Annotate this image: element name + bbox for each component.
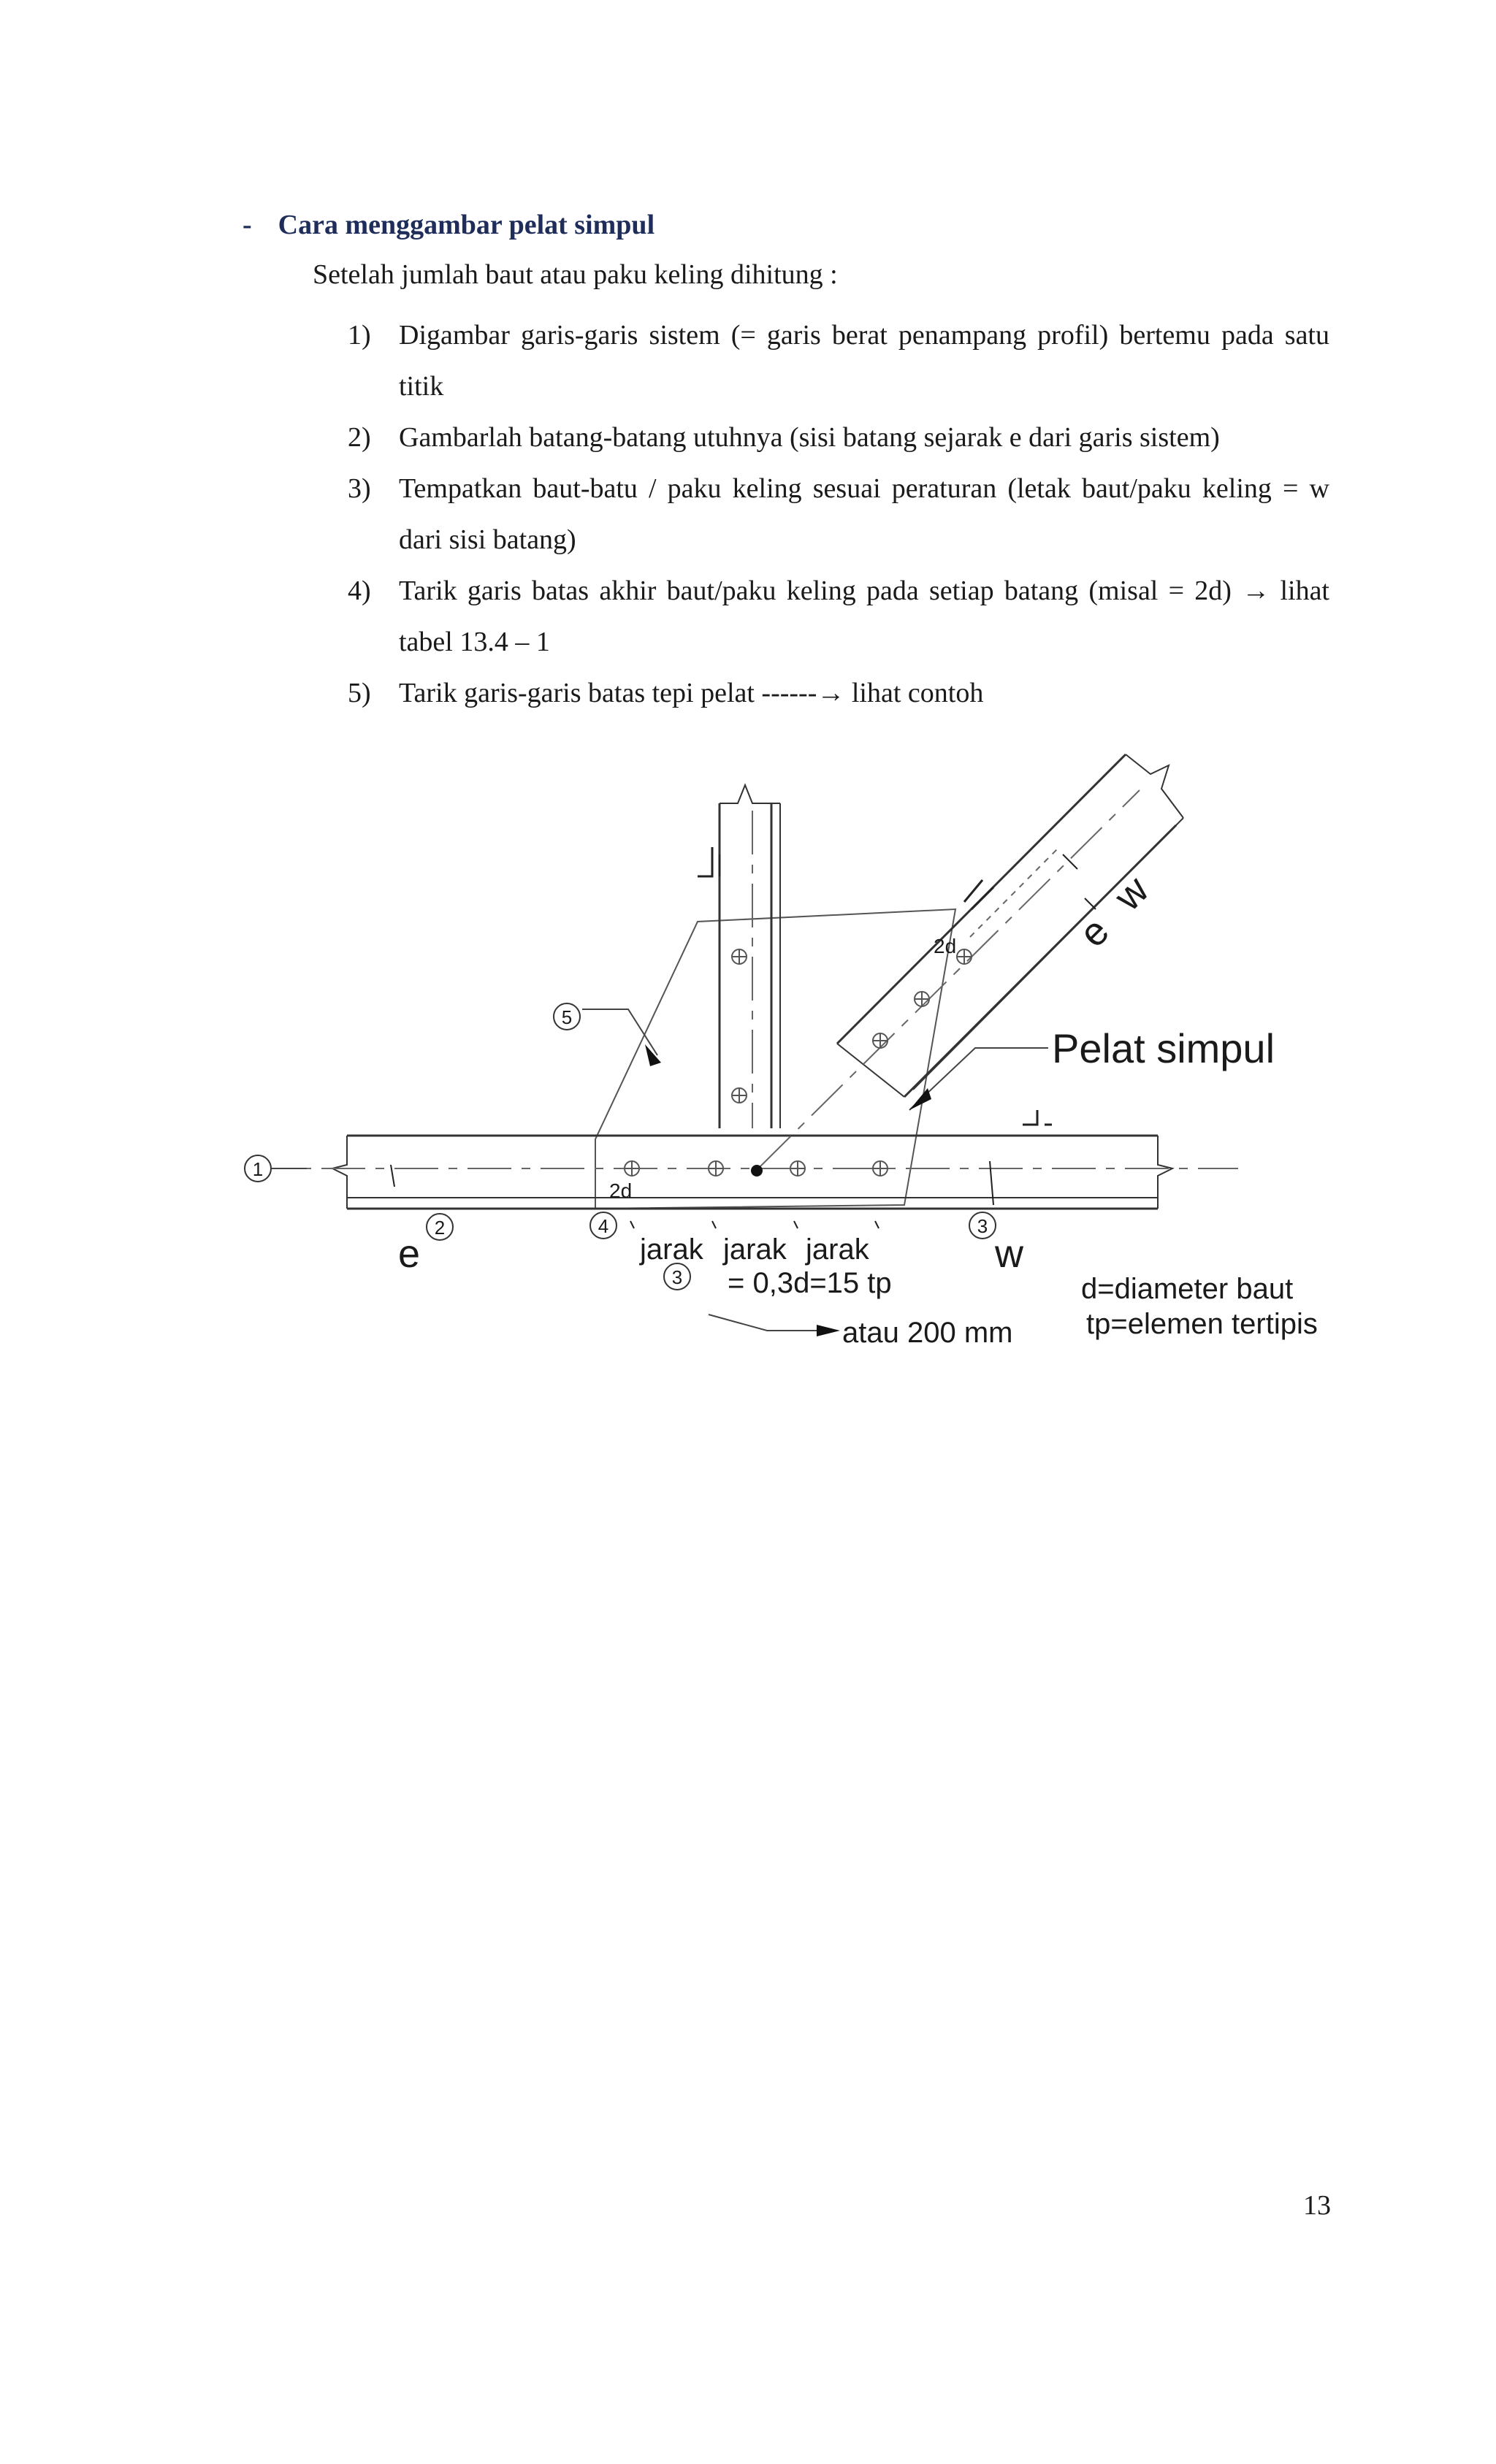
step-number: 4)	[348, 575, 371, 606]
page-number: 13	[1303, 2190, 1331, 2221]
svg-text:2: 2	[434, 1217, 446, 1239]
step-number: 5)	[348, 678, 371, 708]
intro-text: Setelah jumlah baut atau paku keling dihitung :	[313, 259, 838, 290]
step-item	[348, 667, 1329, 719]
profile-symbol-icon	[698, 847, 1052, 1125]
step-item	[348, 463, 1329, 565]
svg-text:5: 5	[561, 1006, 573, 1028]
label-atau: atau 200 mm	[842, 1317, 1013, 1349]
step-number: 2)	[348, 422, 371, 453]
step-item	[348, 565, 1329, 667]
step-text: Digambar garis-garis sistem (= garis berat penampang profil) bertemu pada satu titik	[399, 320, 1329, 402]
heading-bullet: -	[243, 210, 252, 240]
legend-tertipis: tp=elemen tertipis	[1086, 1308, 1318, 1340]
label-jarak-1: jarak	[640, 1233, 703, 1266]
label-pelat-simpul: Pelat simpul	[1052, 1025, 1275, 1071]
step-text: Tempatkan baut-batu / paku keling sesuai peraturan (letak baut/paku keling = w dari sisi batang)	[399, 473, 1329, 555]
gusset-plate-drawing	[234, 745, 1329, 1380]
diagonal-member	[760, 754, 1183, 1167]
label-jarak-3: jarak	[806, 1233, 869, 1266]
step-list	[348, 310, 1329, 719]
svg-text:3: 3	[977, 1215, 988, 1237]
bolt-holes	[625, 949, 972, 1176]
label-formula: = 0,3d=15 tp	[728, 1267, 892, 1299]
label-2d-bottom: 2d	[609, 1179, 633, 1202]
legend-diameter: d=diameter baut	[1081, 1273, 1294, 1305]
label-w-bottom: w	[995, 1232, 1023, 1276]
step-number: 1)	[348, 320, 371, 351]
horizontal-member	[248, 1136, 1238, 1209]
label-e-diagonal: e	[1071, 908, 1118, 956]
svg-text:4: 4	[598, 1215, 609, 1237]
step-text: Gambarlah batang-batang utuhnya (sisi batang sejarak e dari garis sistem)	[399, 422, 1220, 453]
section-heading	[243, 209, 654, 241]
svg-text:3: 3	[671, 1266, 683, 1288]
leader-arrow-icon	[817, 1325, 840, 1336]
system-point	[751, 1165, 763, 1176]
step-item	[348, 310, 1329, 412]
label-2d-diagonal: 2d	[934, 935, 957, 957]
callout-1	[245, 1155, 271, 1182]
callout-5	[554, 1003, 580, 1030]
callout-3-bottom	[664, 1263, 690, 1290]
dimension-ticks	[391, 854, 1096, 1228]
label-w-diagonal: w	[1106, 868, 1158, 919]
leader-lines	[267, 1009, 1048, 1331]
step-text: Tarik garis batas akhir baut/paku keling pada setiap batang (misal = 2d) → lihat tabel 13.4 – 1	[399, 575, 1329, 657]
leader-arrow-icon	[909, 1088, 931, 1110]
label-jarak-2: jarak	[723, 1233, 787, 1266]
callout-3-right	[969, 1212, 996, 1239]
callout-4	[590, 1212, 617, 1239]
svg-text:1: 1	[252, 1158, 264, 1180]
step-item	[348, 412, 1329, 463]
step-text: Tarik garis-garis batas tepi pelat ------→ lihat contoh	[399, 678, 984, 708]
vertical-member	[720, 785, 780, 1128]
callout-2	[427, 1214, 453, 1240]
label-e-bottom: e	[398, 1232, 421, 1276]
heading-title: Cara menggambar pelat simpul	[278, 210, 655, 240]
step-number: 3)	[348, 473, 371, 504]
